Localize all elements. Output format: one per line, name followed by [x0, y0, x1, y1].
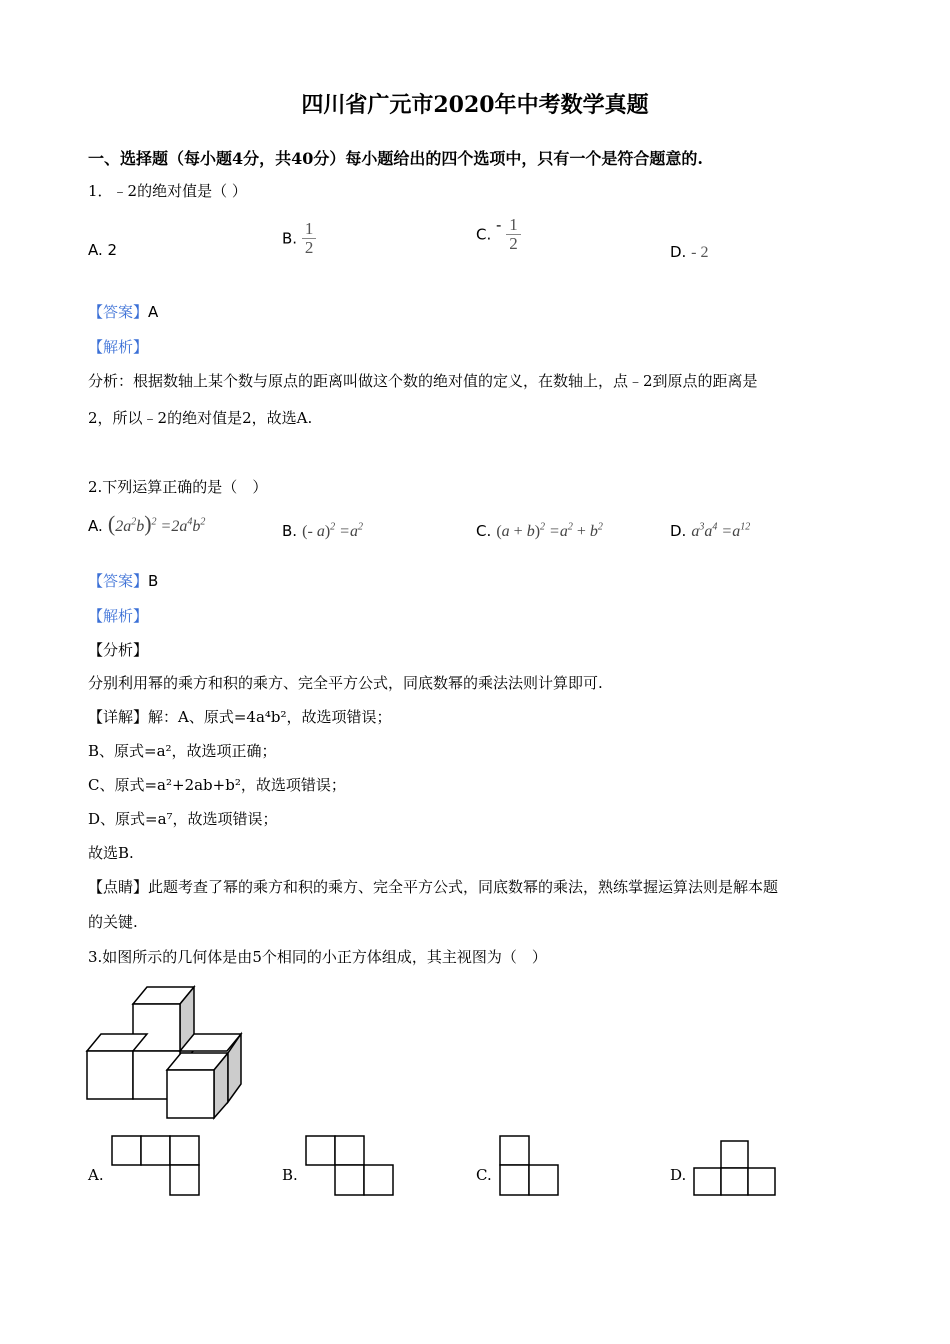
- section-heading: 一、选择题（每小题4分，共40分）每小题给出的四个选项中，只有一个是符合题意的.: [88, 149, 703, 168]
- q3-option-d-view[interactable]: [692, 1139, 778, 1199]
- q2-fenxi-tag: 【分析】: [88, 641, 149, 659]
- q1-analysis-tag: 【解析】: [88, 338, 149, 356]
- q3-stem: 3.如图所示的几何体是由5个相同的小正方体组成，其主视图为（ ）: [88, 948, 547, 966]
- formula: $(a + b)^2 =a^2 + b^2$: [496, 521, 603, 540]
- q2-conclusion: 故选B.: [88, 844, 134, 862]
- q2-option-d[interactable]: D. $a^3a^4 =a^{12}$: [670, 521, 751, 540]
- option-label: B.: [282, 229, 298, 248]
- q1-option-c[interactable]: [476, 216, 521, 253]
- option-label: A.: [88, 241, 103, 259]
- q3-option-a-label[interactable]: A.: [88, 1166, 104, 1184]
- q2-dianjing-line2: 的关键.: [88, 913, 138, 931]
- q1-stem: 1．﹣2的绝对值是（ ）: [88, 182, 247, 200]
- q2-xiangjie-d: D、原式=a⁷，故选项错误；: [88, 810, 278, 828]
- minus-sign: -: [496, 216, 502, 234]
- q2-answer: 【答案】B: [88, 572, 159, 590]
- q3-option-c-label[interactable]: C.: [476, 1166, 492, 1184]
- q2-stem: 2.下列运算正确的是（ ）: [88, 478, 268, 496]
- formula: (- $a)^2 =a^2$: [302, 521, 363, 540]
- q2-option-c[interactable]: C. $(a + b)^2 =a^2 + b^2$: [476, 521, 603, 540]
- q2-dianjing: 【点睛】此题考查了幂的乘方和积的乘方、完全平方公式，同底数幂的乘法，熟练掌握运算法则是解本题: [88, 878, 779, 896]
- q3-option-b-label[interactable]: B.: [282, 1166, 298, 1184]
- q2-xiangjie: 【详解】解：A、原式=4a⁴b²，故选项错误；: [88, 708, 392, 726]
- q2-xiangjie-c: C、原式=a²+2ab+b²，故选项错误；: [88, 776, 346, 794]
- q2-fenxi: 分别利用幂的乘方和积的乘方、完全平方公式，同底数幂的乘法法则计算即可.: [88, 674, 603, 692]
- q3-option-d-label[interactable]: D.: [670, 1166, 687, 1184]
- formula: $a^3a^4 =a^{12}$: [691, 521, 751, 540]
- cube-solid-figure: [84, 984, 246, 1122]
- fraction: $\frac{1}{2}$: [506, 216, 521, 253]
- q2-analysis-tag: 【解析】: [88, 607, 149, 625]
- page-title: 四川省广元市2020年中考数学真题: [301, 92, 649, 118]
- q1-analysis-line1: 分析：根据数轴上某个数与原点的距离叫做这个数的绝对值的定义，在数轴上，点﹣2到原点的距离是: [88, 372, 758, 390]
- option-value: - 2: [691, 244, 709, 261]
- q1-analysis-line2: 2，所以﹣2的绝对值是2，故选A.: [88, 409, 313, 427]
- option-value: 2: [107, 241, 118, 259]
- formula: $(2a^2b)^2 =2a^4b^2$: [107, 511, 206, 536]
- q1-option-d[interactable]: [670, 243, 708, 262]
- q1-option-b[interactable]: [282, 220, 316, 257]
- q2-xiangjie-b: B、原式=a²，故选项正确；: [88, 742, 277, 760]
- fraction: $\frac{1}{2}$: [302, 220, 317, 257]
- q1-answer: 【答案】A: [88, 303, 159, 321]
- q3-option-b-view[interactable]: [304, 1134, 396, 1198]
- q2-option-b[interactable]: B. (- $a)^2 =a^2$: [282, 521, 363, 540]
- option-label: C.: [476, 225, 492, 244]
- option-label: D.: [670, 243, 687, 261]
- q1-option-a[interactable]: [88, 241, 117, 259]
- q3-option-c-view[interactable]: [498, 1134, 562, 1198]
- q2-option-a[interactable]: A. $(2a^2b)^2 =2a^4b^2$: [88, 511, 206, 536]
- q3-option-a-view[interactable]: [110, 1134, 202, 1198]
